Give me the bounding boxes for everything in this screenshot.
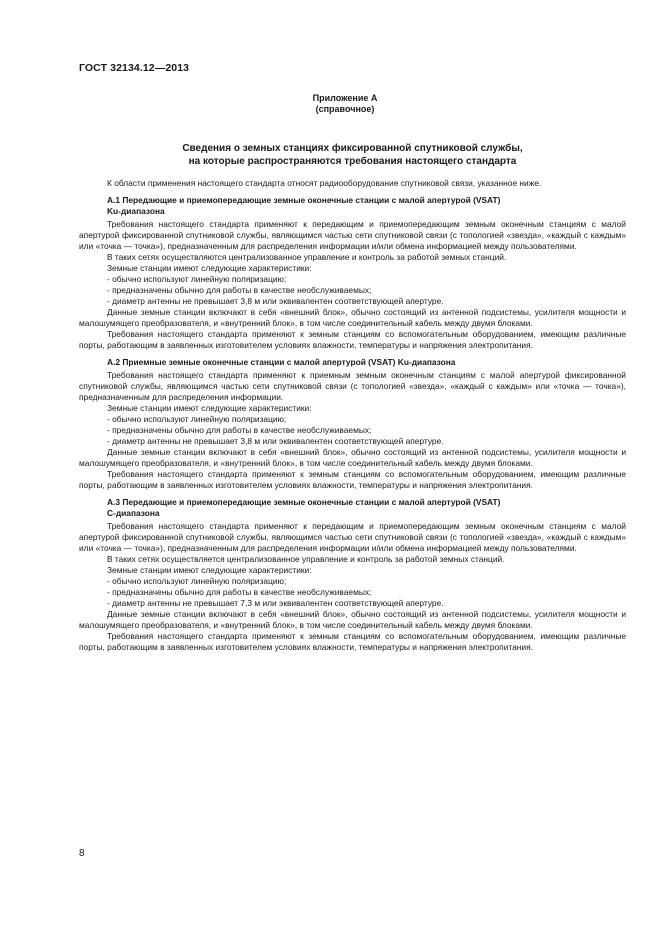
section-a1-bullet-2: - предназначены обычно для работы в качестве необслуживаемых; (107, 285, 372, 295)
section-a3-paragraph-4: Данные земные станции включают в себя «внешний блок», обычно состоящий из антенной подсистемы, усилителя мощности и малошумящего преобразователя, и «внутренний блок», в том числе соединительный кабель между двумя блоками. (79, 609, 626, 630)
intro-paragraph: К области применения настоящего стандарта относят радиооборудование спутниковой связи, указанное ниже. (107, 178, 542, 188)
section-a1-heading: А.1 Передающие и приемопередающие земные оконечные станции с малой апертурой (VSAT) (107, 195, 501, 205)
section-a2-paragraph-5: Требования настоящего стандарта применяют к земным станциям со вспомогательным оборудованием, имеющим различные порты, работающим в заявленных изготовителем условиях влажности, температуры и напряжения электропитания. (79, 469, 626, 490)
section-a3-bullet-2: - предназначены обычно для работы в качестве необслуживаемых; (107, 587, 372, 597)
section-a1-heading-cont: Ku-диапазона (107, 206, 165, 216)
section-a2-bullet-1: - обычно используют линейную поляризацию; (107, 414, 287, 424)
section-a3-paragraph-1: Требования настоящего стандарта применяют к передающим и приемопередающим земным оконечным станциям с малой апертурой фиксированной спутниковой службы, являющимся частью сети спутниковой связи (с топологией «звезда», «каждый с каждым» или «точка — точка»), предназначенным для распределения информации и/или обмена информацией между пользователями. (79, 521, 626, 553)
appendix-label (0, 93, 661, 115)
section-a1-paragraph-4: Данные земные станции включают в себя «внешний блок», обычно состоящий из антенной подсистемы, усилителя мощности и малошумящего преобразователя, и «внутренний блок», в том числе соединительный кабель между двумя блоками. (79, 307, 626, 328)
page-number: 8 (79, 848, 85, 859)
section-a1-paragraph-1: Требования настоящего стандарта применяют к передающим и приемопередающим земным оконечным станциям с малой апертурой фиксированной спутниковой службы, являющимся частью сети спутниковой связи (с топологией «звезда», «каждый с каждым» или «точка — точка»), предназначенным для распределения информации и/или обмена информацией между пользователями. (79, 219, 626, 251)
title-line-2: на которые распространяются требования настоящего стандарта (188, 156, 517, 167)
section-a3-bullet-3: - диаметр антенны не превышает 7,3 м или эквивалентен соответствующей апертуре. (107, 598, 444, 608)
section-a3-paragraph-2: В таких сетях осуществляется централизованное управление и контроль за работой земных станций. (107, 554, 505, 564)
section-a1-paragraph-2: В таких сетях осуществляются централизованное управление и контроль за работой земных станций. (107, 252, 507, 262)
section-a2-heading: А.2 Приемные земные оконечные станции с малой апертурой (VSAT) Ku-диапазона (107, 357, 456, 367)
section-a2-bullet-2: - предназначены обычно для работы в качестве необслуживаемых; (107, 425, 372, 435)
section-a1-paragraph-5: Требования настоящего стандарта применяют к земным станциям со вспомогательным оборудованием, имеющим различные порты, работающим в заявленных изготовителем условиях влажности, температуры и напряжения электропитания. (79, 329, 626, 350)
appendix-main-title (79, 142, 626, 168)
section-a1-paragraph-3: Земные станции имеют следующие характеристики: (107, 263, 312, 273)
section-a3-heading-cont: С-диапазона (107, 508, 160, 518)
section-a3-heading: А.3 Передающие и приемопередающие земные оконечные станции с малой апертурой (VSAT) (107, 497, 501, 507)
document-body (79, 178, 626, 653)
title-line-1: Сведения о земных станциях фиксированной спутниковой службы, (182, 143, 523, 154)
section-a3-paragraph-5: Требования настоящего стандарта применяют к земным станциям со вспомогательным оборудованием, имеющим различные порты, работающим в заявленных изготовителем условиях влажности, температуры и напряжения электропитания. (79, 631, 626, 652)
appendix-title: Приложение А (312, 93, 378, 103)
section-a2-paragraph-3: Земные станции имеют следующие характеристики: (107, 403, 312, 413)
standard-code: ГОСТ 32134.12—2013 (79, 62, 190, 74)
section-a2-paragraph-1: Требования настоящего стандарта применяют к приемным земным оконечным станциям с малой апертурой фиксированной спутниковой службы, являющимся частью сети спутниковой связи (с топологией «звезда», «каждый с каждым» или «точка — точка»), предназначенным для распределения информации. (79, 370, 626, 402)
section-a2-bullet-3: - диаметр антенны не превышает 3,8 м или эквивалентен соответствующей апертуре. (107, 436, 444, 446)
section-a1-bullet-3: - диаметр антенны не превышает 3,8 м или эквивалентен соответствующей апертуре. (107, 296, 444, 306)
section-a2-paragraph-4: Данные земные станции включают в себя «внешний блок», обычно состоящий из антенной подсистемы, усилителя мощности и малошумящего преобразователя, и «внутренний блок», в том числе соединительный кабель между двумя блоками. (79, 447, 626, 468)
appendix-type: (справочное) (315, 104, 375, 114)
section-a3-bullet-1: - обычно используют линейную поляризацию; (107, 576, 287, 586)
section-a3-paragraph-3: Земные станции имеют следующие характеристики: (107, 565, 312, 575)
section-a1-bullet-1: - обычно используют линейную поляризацию; (107, 274, 287, 284)
